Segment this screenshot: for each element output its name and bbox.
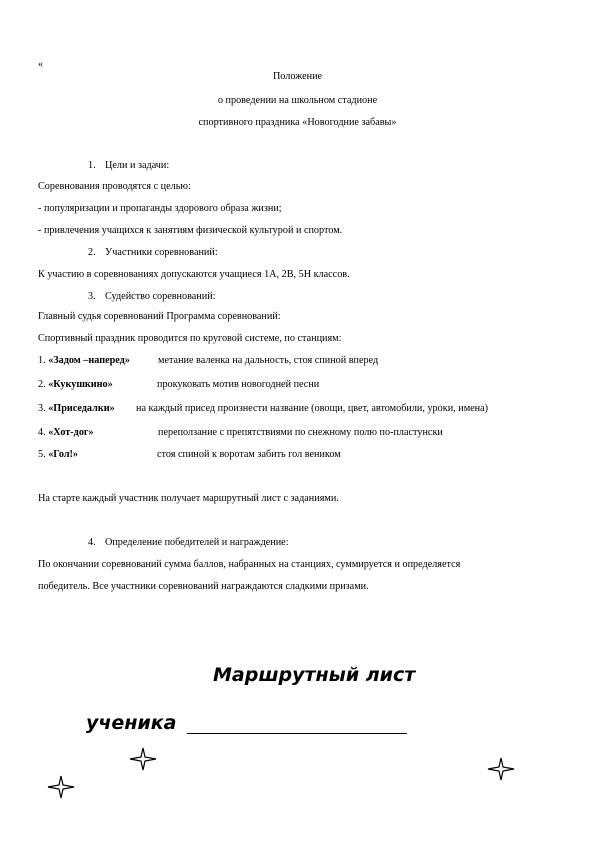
station-2-desc: прокуковать мотив новогодней песни — [157, 379, 320, 390]
results-line-1: По окончании соревнований сумма баллов, набранных на станциях, суммируется и определяется — [38, 559, 461, 570]
station-2-name: «Кукушкино» — [48, 379, 113, 390]
star-icon — [488, 758, 514, 780]
station-1-desc: метание валенка на дальность, стоя спиной вперед — [158, 355, 379, 366]
star-icon — [48, 776, 74, 798]
station-4-desc: переползание с препятствиями по снежному полю по-пластунски — [158, 427, 443, 438]
quote-mark: « — [38, 59, 43, 70]
station-4 — [38, 428, 94, 438]
goal-item-2: - привлечения учащихся к занятиям физической культурой и спортом. — [38, 225, 343, 236]
star-icon — [130, 748, 156, 770]
start-note: На старте каждый участник получает маршрутный лист с заданиями. — [38, 493, 339, 504]
student-name-line — [187, 733, 407, 734]
goal-item-1: - популяризации и пропаганды здорового образа жизни; — [38, 203, 282, 214]
station-3 — [38, 404, 115, 414]
program-intro: Спортивный праздник проводится по круговой системе, по станциям: — [38, 333, 342, 344]
goals-intro: Соревнования проводятся с целью: — [38, 181, 191, 192]
station-5-desc: стоя спиной к воротам забить гол веником — [157, 449, 341, 460]
station-1-number: 1. — [38, 355, 49, 366]
title-line-1: Положение — [272, 71, 323, 82]
section-3-title: Судейство соревнований: — [105, 291, 216, 302]
section-4-number: 4. — [88, 537, 96, 548]
station-3-number: 3. — [38, 403, 49, 414]
judge-line: Главный судья соревнований Программа соревнований: — [38, 311, 281, 322]
section-2-title: Участники соревнований: — [105, 247, 218, 258]
station-2 — [38, 380, 113, 390]
section-4-title: Определение победителей и награждение: — [105, 537, 289, 548]
station-1-name: «Задом –наперед» — [48, 355, 130, 366]
station-3-desc: на каждый присед произнести название (овощи, цвет, автомобили, уроки, имена) — [136, 403, 489, 414]
station-4-number: 4. — [38, 427, 49, 438]
station-5-number: 5. — [38, 449, 49, 460]
results-line-2: победитель. Все участники соревнований награждаются сладкими призами. — [38, 581, 369, 592]
section-2-number: 2. — [88, 247, 96, 258]
participants-text: К участию в соревнованиях допускаются учащиеся 1А, 2В, 5Н классов. — [38, 269, 350, 280]
title-line-3: спортивного праздника «Новогодние забавы» — [198, 117, 397, 128]
section-3-number: 3. — [88, 291, 96, 302]
student-label: ученика — [86, 712, 177, 734]
section-1-title: Цели и задачи: — [105, 160, 170, 171]
title-line-2: о проведении на школьном стадионе — [217, 95, 378, 106]
station-5 — [38, 450, 78, 460]
station-5-name: «Гол!» — [48, 449, 79, 460]
station-2-number: 2. — [38, 379, 49, 390]
route-sheet-title: Маршрутный лист — [213, 664, 416, 686]
station-1 — [38, 356, 130, 366]
station-4-name: «Хот-дог» — [48, 427, 94, 438]
station-3-name: «Приседалки» — [48, 403, 115, 414]
section-1-number: 1. — [88, 160, 96, 171]
